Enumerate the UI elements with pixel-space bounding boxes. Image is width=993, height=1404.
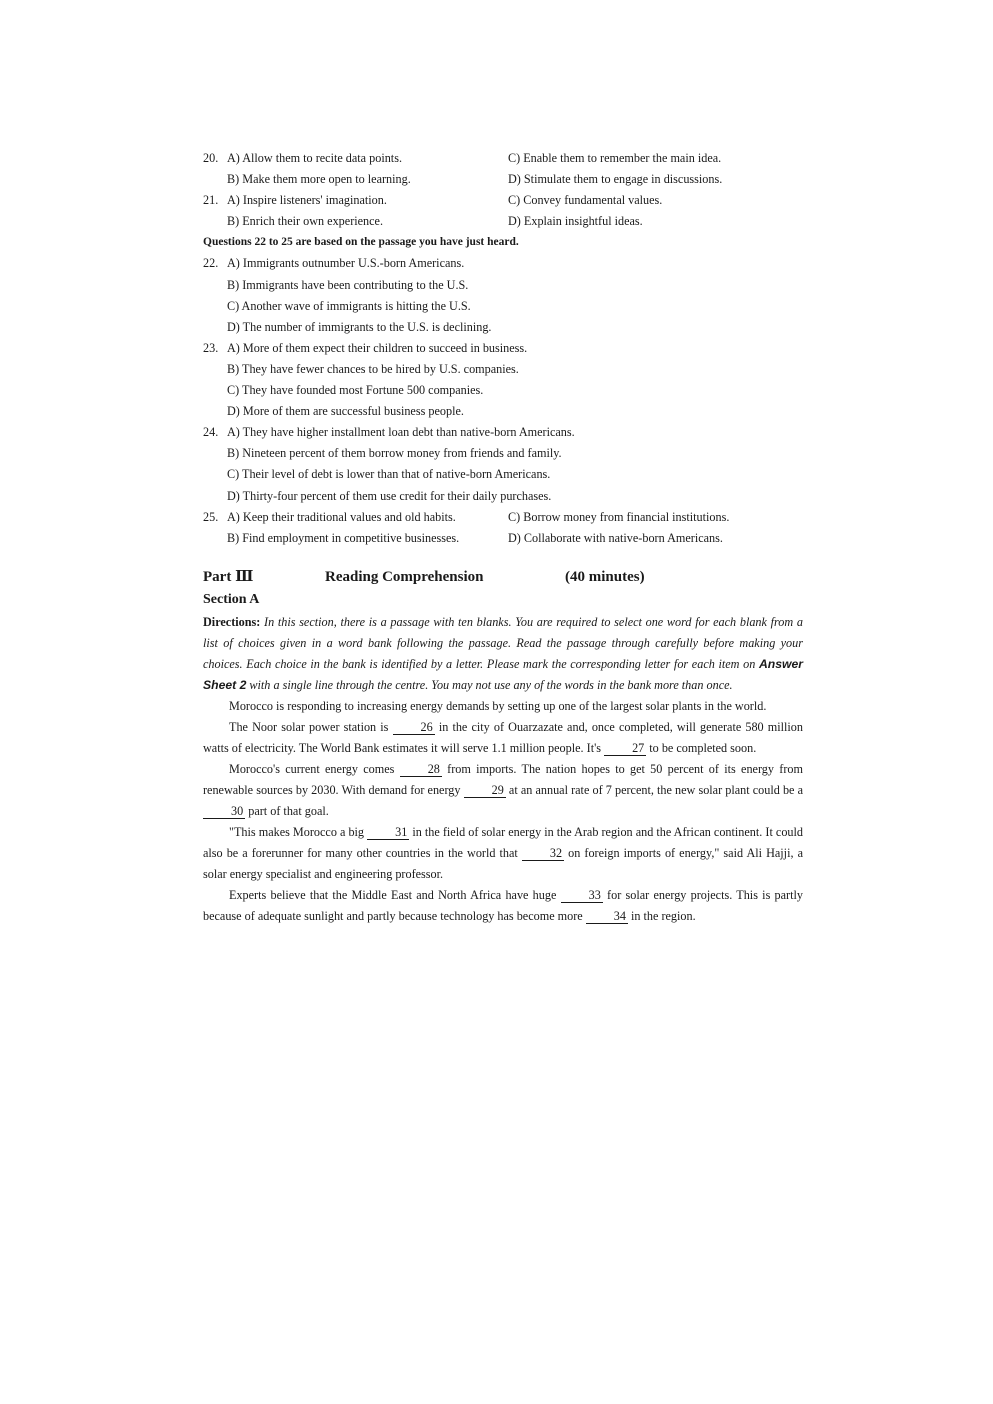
option-b: B) They have fewer chances to be hired by U.S. companies. xyxy=(227,361,519,376)
question-21 xyxy=(203,190,803,232)
question-24 xyxy=(203,422,803,506)
blank-30: 30 xyxy=(203,804,245,819)
question-number: 20. xyxy=(203,151,219,165)
option-row xyxy=(203,211,803,232)
option-d: D) Thirty-four percent of them use credit for their daily purchases. xyxy=(227,488,552,503)
option-d: D) Collaborate with native-born Americans. xyxy=(508,530,723,545)
option-d: D) The number of immigrants to the U.S. is declining. xyxy=(227,319,492,334)
option-row xyxy=(203,507,803,528)
part-heading xyxy=(203,565,803,589)
option-row xyxy=(203,190,803,211)
passage-paragraph-2: The Noor solar power station is 26 in the city of Ouarzazate and, once completed, will generate 580 million watts of electricity. The World Bank estimates it will serve 1.1 million people. It's 27 to be completed soon. xyxy=(203,719,803,755)
question-20 xyxy=(203,148,803,190)
question-22 xyxy=(203,253,803,337)
option-row xyxy=(203,528,803,549)
option-row xyxy=(203,148,803,169)
answer-sheet-label: Answer Sheet 2 xyxy=(203,656,803,692)
option-b: B) Make them more open to learning. xyxy=(227,172,411,187)
blank-34: 34 xyxy=(586,909,628,924)
option-c: C) They have founded most Fortune 500 companies. xyxy=(227,383,484,398)
blank-29: 29 xyxy=(464,783,506,798)
question-23 xyxy=(203,338,803,422)
option-a: A) More of them expect their children to succeed in business. xyxy=(227,340,528,355)
question-number: 25. xyxy=(203,509,219,524)
question-number: 24. xyxy=(203,425,219,440)
blank-33: 33 xyxy=(561,888,603,903)
passage-paragraph-5: Experts believe that the Middle East and North Africa have huge 33 for solar energy projects. This is partly because of adequate sunlight and partly because technology has become more 34 in the region. xyxy=(203,887,803,923)
option-c: C) Borrow money from financial institutions. xyxy=(508,509,730,524)
directions-label: Directions: xyxy=(203,614,261,629)
option-b: B) Immigrants have been contributing to the U.S. xyxy=(227,277,469,292)
option-d: D) Stimulate them to engage in discussions. xyxy=(508,172,723,187)
question-number: 23. xyxy=(203,340,219,355)
option-c: C) Their level of debt is lower than that of native-born Americans. xyxy=(227,467,551,482)
option-c: C) Enable them to remember the main idea. xyxy=(508,151,722,165)
option-d: D) Explain insightful ideas. xyxy=(508,214,643,229)
blank-31: 31 xyxy=(367,825,409,840)
option-b: B) Nineteen percent of them borrow money from friends and family. xyxy=(227,446,562,461)
directions-text: In this section, there is a passage with ten blanks. You are required to select one word for each blank from a list of choices given in a word bank following the passage. Read the passage through carefully before making your choices. Each choice in the bank is identified by a letter. Please mark the corresponding letter for each item on xyxy=(203,614,803,671)
passage-paragraph-1: Morocco is responding to increasing energy demands by setting up one of the largest solar plants in the world. xyxy=(229,698,767,713)
passage-paragraph-4: "This makes Morocco a big 31 in the field of solar energy in the Arab region and the African continent. It could also be a forerunner for many other countries in the world that 32 on foreign imports of energy," said Ali Hajji, a solar energy specialist and engineering professor. xyxy=(203,824,803,881)
option-b: B) Find employment in competitive businesses. xyxy=(227,530,460,545)
directions xyxy=(203,612,803,696)
directions-text-end: with a single line through the centre. You may not use any of the words in the bank more than once. xyxy=(246,677,733,692)
option-row xyxy=(203,169,803,190)
option-a: A) Allow them to recite data points. xyxy=(227,151,402,165)
option-c: C) Convey fundamental values. xyxy=(508,193,663,208)
question-number: 21. xyxy=(203,193,219,208)
passage-paragraph-3: Morocco's current energy comes 28 from imports. The nation hopes to get 50 percent of its energy from renewable sources by 2030. With demand for energy 29 at an annual rate of 7 percent, the new solar plant could be a 30 part of that goal. xyxy=(203,761,803,818)
option-a: A) Immigrants outnumber U.S.-born Americans. xyxy=(227,256,465,271)
part-title: Reading Comprehension xyxy=(325,568,484,585)
blank-32: 32 xyxy=(522,846,564,861)
section-heading: Section A xyxy=(203,591,260,607)
option-a: A) Inspire listeners' imagination. xyxy=(227,193,387,208)
option-d: D) More of them are successful business people. xyxy=(227,404,464,419)
question-number: 22. xyxy=(203,256,219,271)
option-b: B) Enrich their own experience. xyxy=(227,214,384,229)
option-c: C) Another wave of immigrants is hitting the U.S. xyxy=(227,298,471,313)
page-content xyxy=(203,148,803,927)
passage-instruction: Questions 22 to 25 are based on the passage you have just heard. xyxy=(203,236,519,249)
blank-28: 28 xyxy=(400,762,442,777)
question-25 xyxy=(203,507,803,549)
option-a: A) Keep their traditional values and old habits. xyxy=(227,509,456,524)
blank-26: 26 xyxy=(393,720,435,735)
part-time: (40 minutes) xyxy=(565,568,645,585)
blank-27: 27 xyxy=(604,741,646,756)
part-label: Part Ⅲ xyxy=(203,568,254,585)
option-a: A) They have higher installment loan debt than native-born Americans. xyxy=(227,425,575,440)
